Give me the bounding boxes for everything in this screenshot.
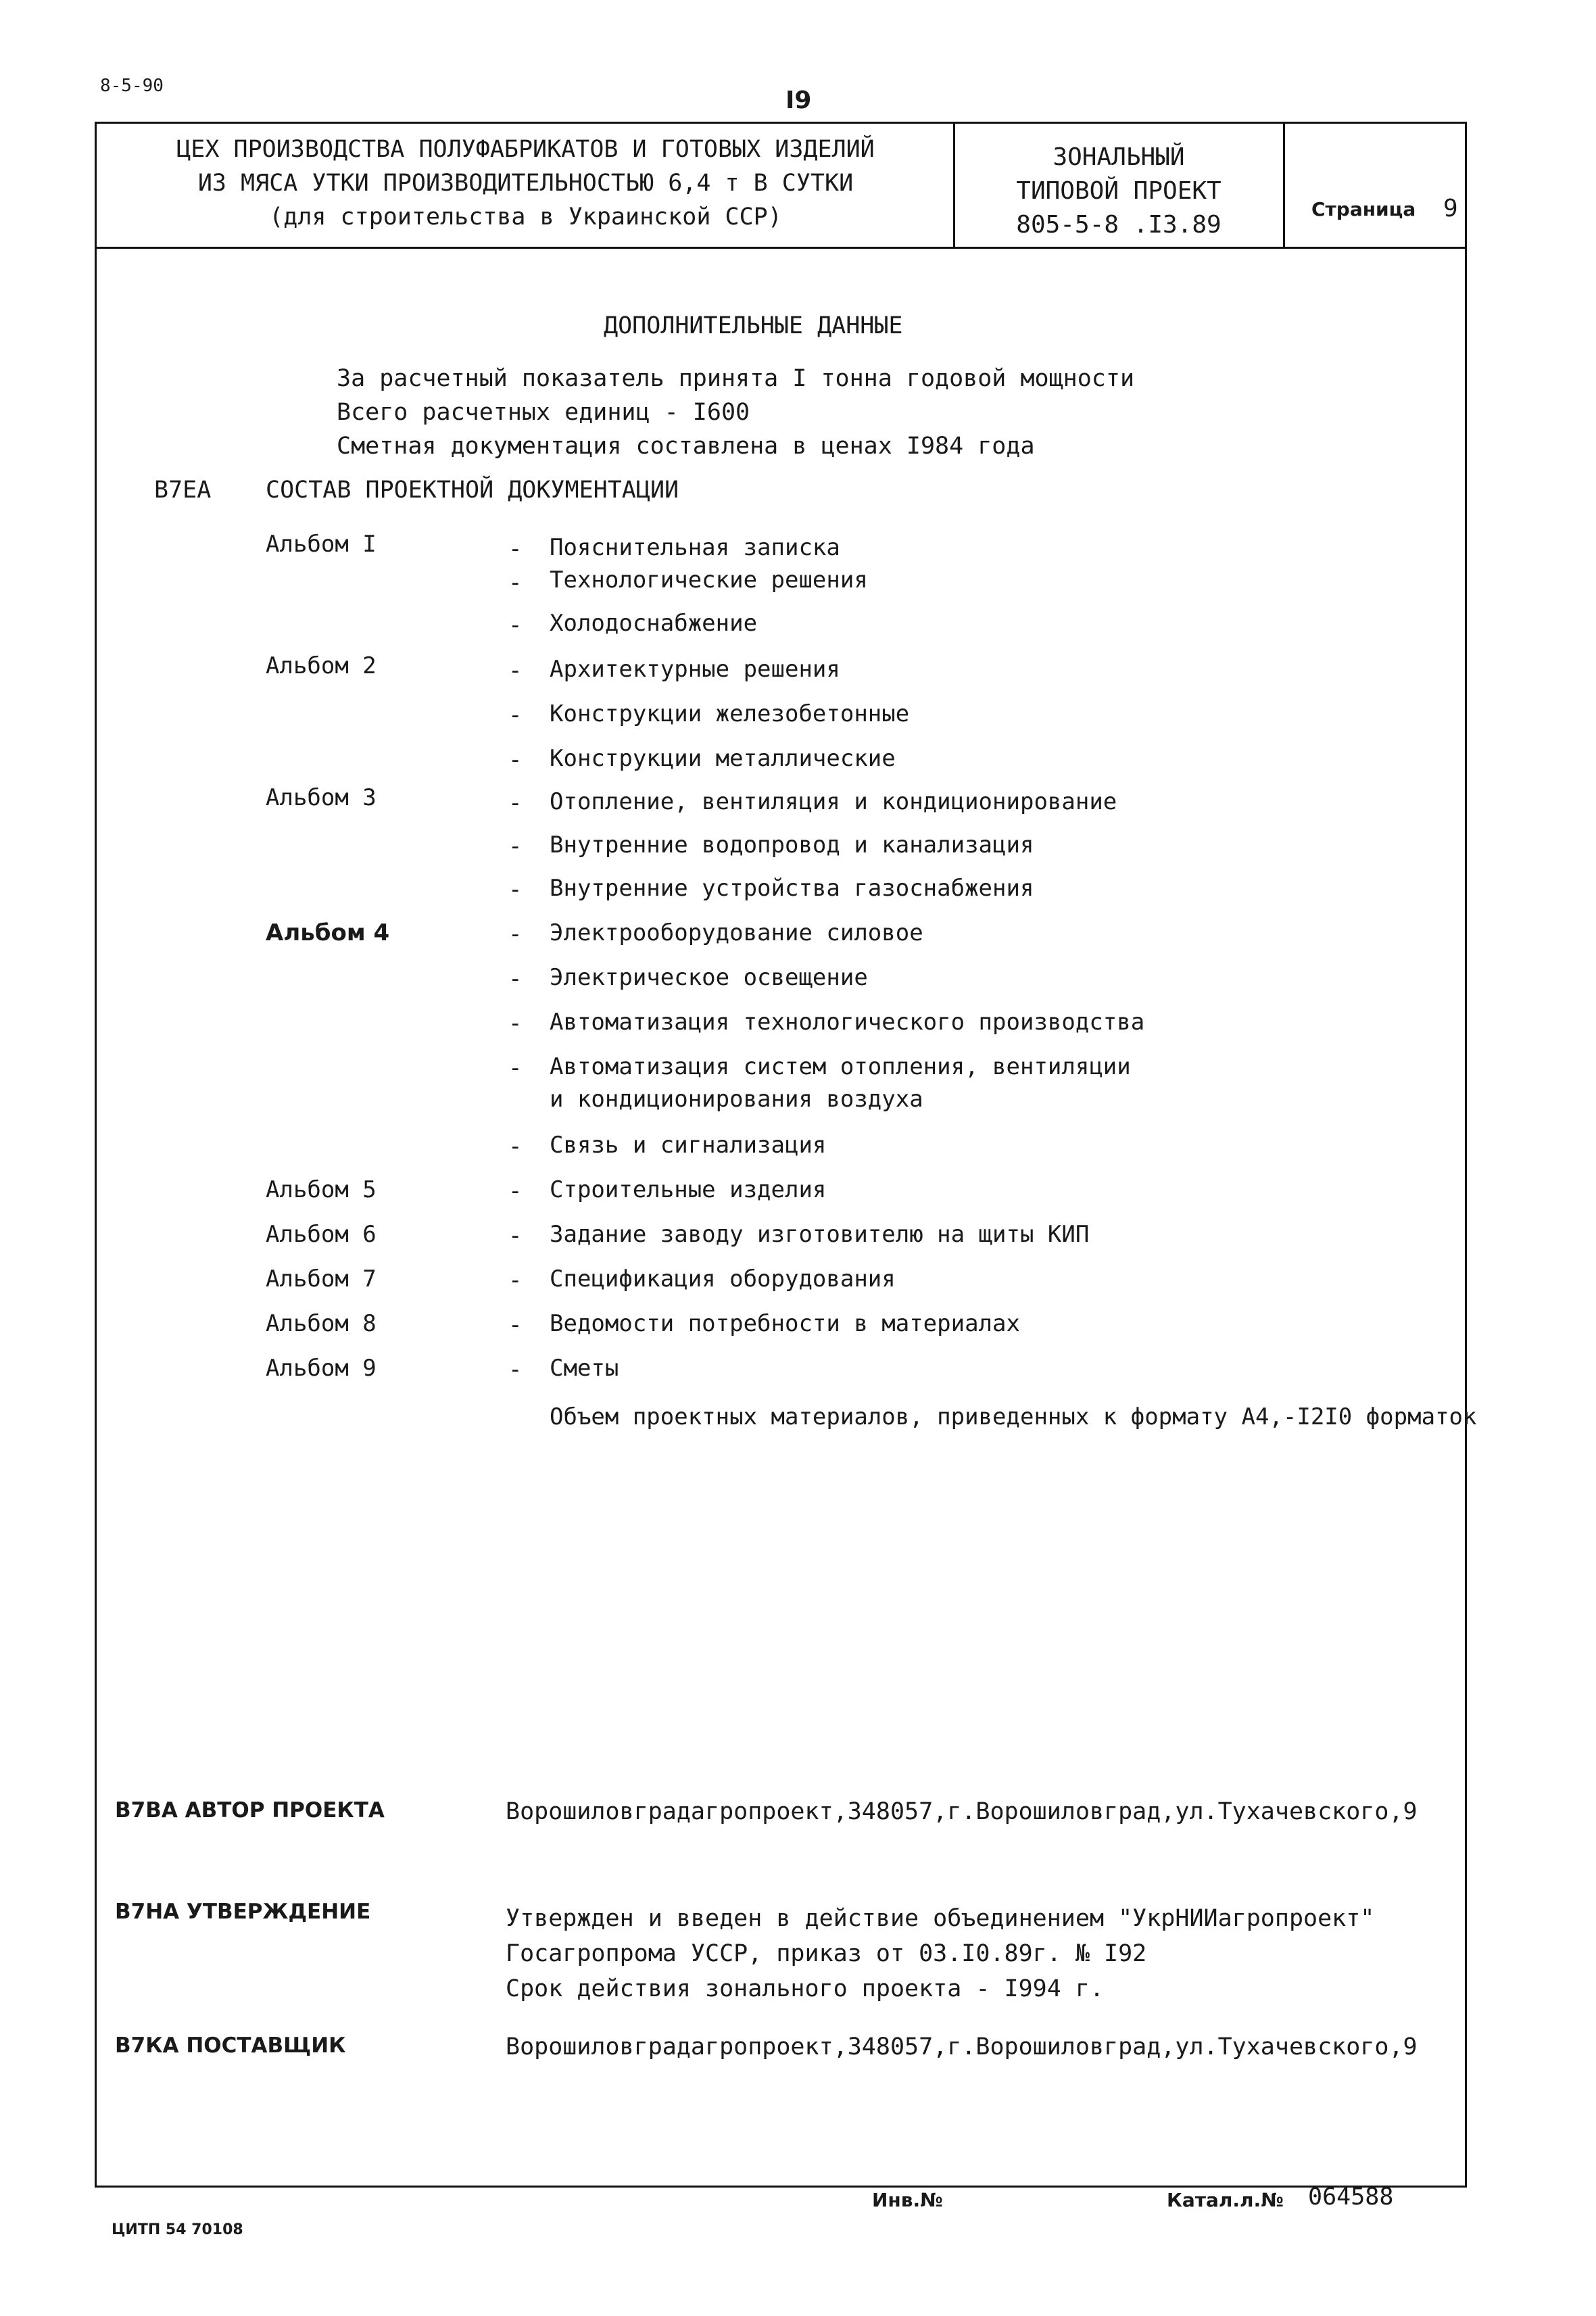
sheet-number: I9 [785,87,812,114]
composition-title: СОСТАВ ПРОЕКТНОЙ ДОКУМЕНТАЦИИ [266,477,679,504]
list-dash: - [508,1267,523,1294]
additional-data-line: Сметная документация составлена в ценах I984 года [337,433,1035,460]
album-label: Альбом 8 [266,1310,377,1337]
list-dash: - [508,876,523,903]
list-dash: - [508,746,523,773]
list-dash: - [508,833,523,860]
list-dash: - [508,965,523,992]
header-title [101,132,950,234]
additional-data-lines [337,362,1134,463]
album-label: Альбом 4 [266,919,390,946]
list-dash: - [508,1311,523,1338]
author-text: Ворошиловградагропроект,348057,г.Ворошиловград,ул.Тухачевского,9 [506,1798,1418,1825]
document-item: Спецификация оборудования [550,1265,896,1293]
list-dash: - [508,1356,523,1383]
album-label: Альбом 7 [266,1265,377,1293]
document-item: Ведомости потребности в материалах [550,1310,1020,1337]
header-divider-left [953,122,955,247]
document-item: Автоматизация технологического производства [550,1009,1145,1036]
header-divider [97,247,1465,249]
list-dash: - [508,921,523,948]
list-dash: - [508,569,523,596]
document-item: Внутренние водопровод и канализация [550,831,1034,859]
additional-data-line: Всего расчетных единиц - I600 [337,399,750,426]
document-item: Отопление, вентиляция и кондиционирование [550,788,1117,815]
album-label: Альбом 2 [266,652,377,679]
approval-label: В7НА УТВЕРЖДЕНИЕ [115,1900,371,1924]
approval-line: Срок действия зонального проекта - I994 г. [506,1975,1105,2002]
list-dash: - [508,1133,523,1160]
project-line: ТИПОВОЙ ПРОЕКТ [1016,177,1222,205]
list-dash: - [508,657,523,684]
document-item: Строительные изделия [550,1176,827,1203]
author-label: В7ВА АВТОР ПРОЕКТА [115,1798,385,1823]
catalog-number: 064588 [1308,2184,1394,2211]
album-label: Альбом 3 [266,784,377,811]
approval-text [506,1901,1374,2006]
album-label: Альбом 6 [266,1221,377,1248]
document-item: Задание заводу изготовителю на щиты КИП [550,1221,1090,1248]
project-line: 805-5-8 .I3.89 [1016,211,1222,239]
list-dash: - [508,1222,523,1249]
composition-code: В7ЕА [154,477,212,504]
page-number: 9 [1443,195,1458,222]
album-label: Альбом 5 [266,1176,377,1203]
list-dash: - [508,790,523,817]
header-divider-right [1283,122,1285,247]
list-dash: - [508,1178,523,1205]
header-title-line: (для строительства в Украинской ССР) [269,203,782,231]
additional-data-line: За расчетный показатель принята I тонна годовой мощности [337,365,1135,392]
header-title-line: ЦЕХ ПРОИЗВОДСТВА ПОЛУФАБРИКАТОВ И ГОТОВЫХ ИЗДЕЛИЙ [176,136,875,163]
album-label: Альбом I [266,531,377,558]
list-dash: - [508,1055,523,1082]
document-item: Электрооборудование силовое [550,919,923,946]
list-dash: - [508,702,523,729]
supplier-label: В7КА ПОСТАВЩИК [115,2033,346,2058]
document-item: Холодоснабжение [550,610,758,637]
document-item: Архитектурные решения [550,656,840,683]
additional-data-title: ДОПОЛНИТЕЛЬНЫЕ ДАННЫЕ [604,312,903,339]
album-label: Альбом 9 [266,1355,377,1382]
volume-note: Объем проектных материалов, приведенных к формату А4,-I2I0 форматок [550,1403,1477,1430]
document-item: Пояснительная записка [550,534,840,561]
printer-stamp: ЦИТП 54 70108 [112,2221,243,2238]
list-dash: - [508,612,523,639]
document-item: Конструкции железобетонные [550,700,910,727]
document-item: и кондиционирования воздуха [550,1086,923,1113]
project-designation [957,141,1281,242]
supplier-text: Ворошиловградагропроект,348057,г.Ворошиловград,ул.Тухачевского,9 [506,2033,1418,2060]
document-item: Автоматизация систем отопления, вентиляции [550,1053,1131,1080]
catalog-number-label: Катал.л.№ [1167,2189,1284,2211]
document-item: Электрическое освещение [550,964,868,991]
document-item: Конструкции металлические [550,745,896,772]
header-title-line: ИЗ МЯСА УТКИ ПРОИЗВОДИТЕЛЬНОСТЬЮ 6,4 т В СУТКИ [197,170,854,197]
list-dash: - [508,535,523,562]
approval-line: Госагропрома УССР, приказ от 03.I0.89г. № I92 [506,1940,1147,1967]
approval-line: Утвержден и введен в действие объединением "УкрНИИагропроект" [506,1905,1375,1932]
document-item: Технологические решения [550,566,868,594]
list-dash: - [508,1010,523,1037]
document-item: Внутренние устройства газоснабжения [550,875,1034,902]
document-item: Связь и сигнализация [550,1132,827,1159]
inventory-number-label: Инв.№ [872,2189,943,2211]
document-item: Сметы [550,1355,619,1382]
project-line: ЗОНАЛЬНЫЙ [1053,143,1185,171]
document-code: 8-5-90 [100,76,164,96]
page-label: Страница [1311,198,1416,220]
